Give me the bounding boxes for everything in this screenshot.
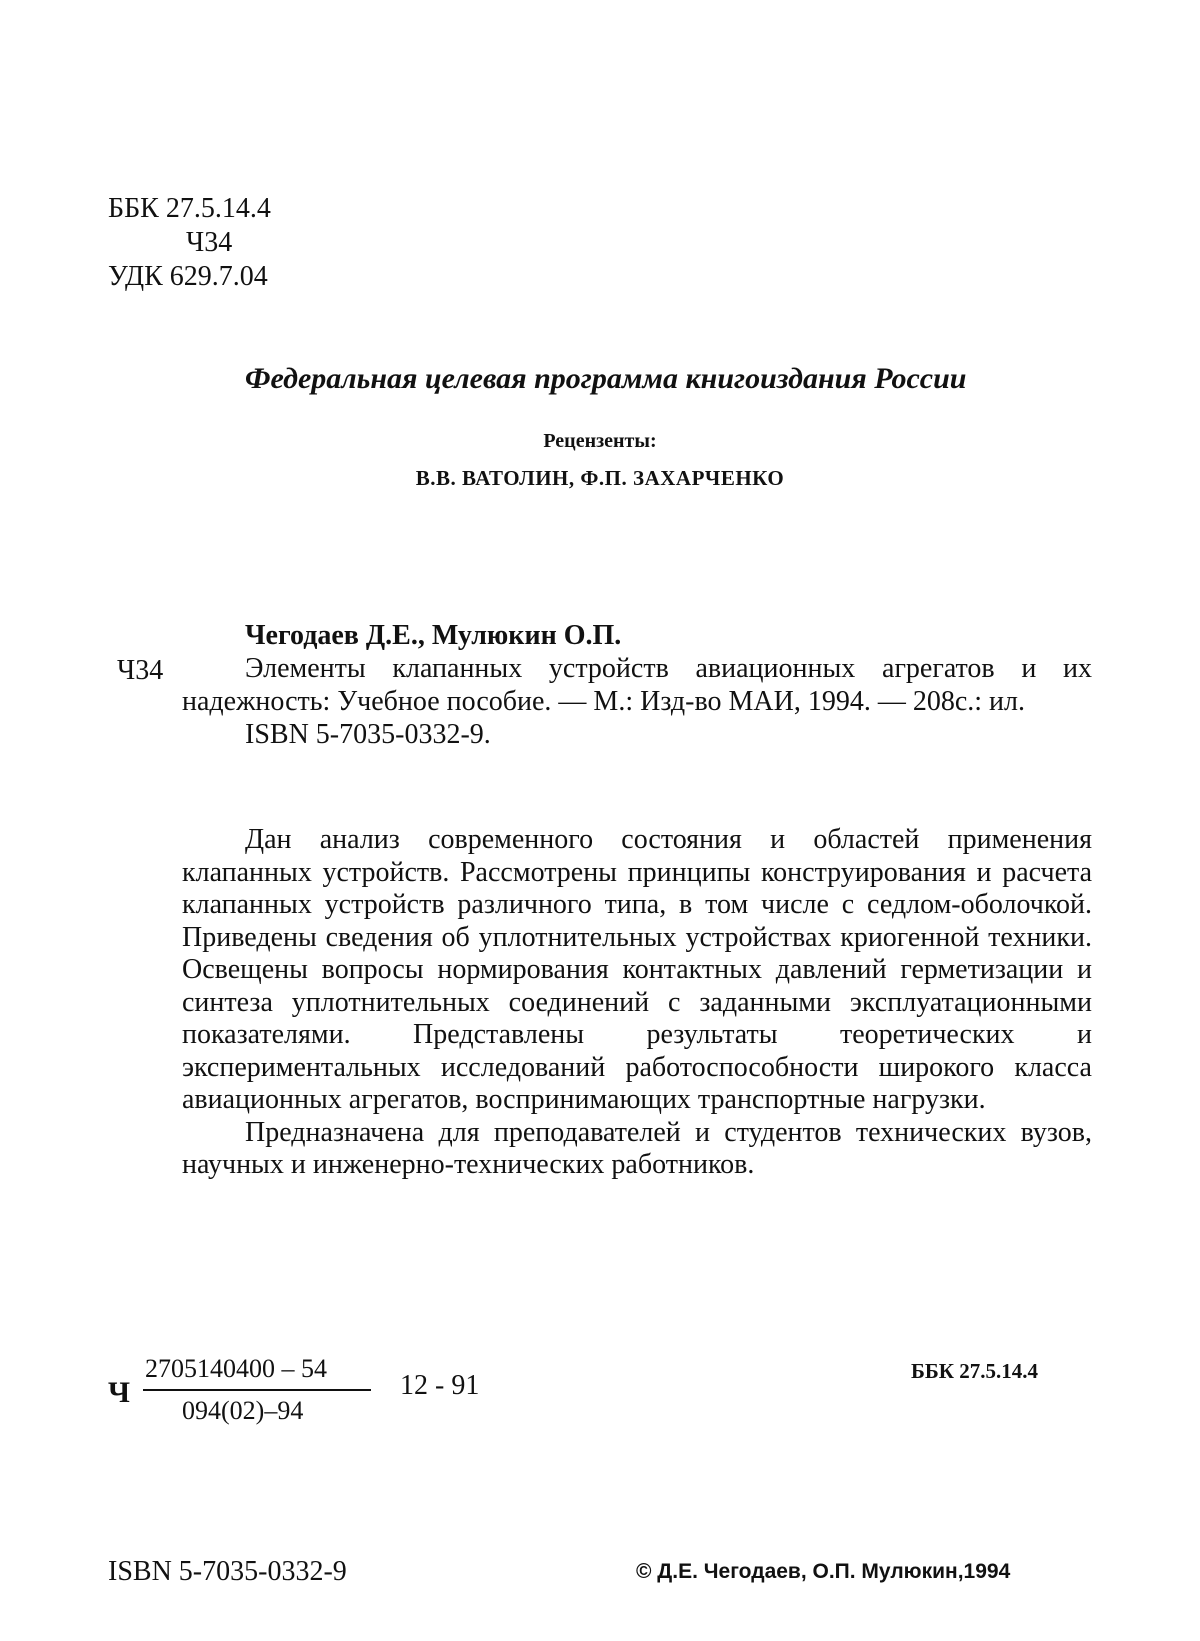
index-letter: Ч [108,1376,131,1409]
authors: Чегодаев Д.Е., Мулюкин О.П. [245,620,622,651]
index-suffix: 12 - 91 [400,1370,480,1401]
audience-paragraph: Предназначена для преподавателей и студентов технических вузов, научных и инженерно-технических работников. [182,1116,1092,1180]
copyright-notice: © Д.Е. Чегодаев, О.П. Мулюкин,1994 [636,1560,1011,1583]
abstract [182,824,1092,1182]
bbk-code-right: ББК 27.5.14.4 [911,1359,1038,1383]
isbn-bottom: ISBN 5-7035-0332-9 [108,1556,347,1587]
book-description: Элементы клапанных устройств авиационных агрегатов и их надежность: Учебное пособие. — М.: Изд-во МАИ, 1994. — 208с.: ил. [182,653,1092,717]
bbk-code: ББК 27.5.14.4 [108,193,271,224]
index-denominator: 094(02)–94 [182,1396,304,1425]
bibliographic-description [182,652,1092,751]
fraction-line [143,1389,371,1391]
reviewers-names: В.В. ВАТОЛИН, Ф.П. ЗАХАРЧЕНКО [415,466,785,490]
reviewers-label: Рецензенты: [543,430,657,452]
author-mark: Ч34 [186,227,233,258]
index-numerator: 2705140400 – 54 [145,1354,327,1383]
catalog-isbn: ISBN 5-7035-0332-9. [245,719,491,750]
udk-code: УДК 629.7.04 [108,261,268,292]
catalog-code: Ч34 [117,655,164,686]
program-title: Федеральная целевая программа книгоиздания России [245,362,967,395]
abstract-paragraph: Дан анализ современного состояния и областей применения клапанных устройств. Рассмотрены принципы конструирования и расчета клапанных устройств различного типа, в том числе с седлом-оболочкой. Приведены сведения об уплотнительных устройствах криогенной техники. Освещены вопросы нормирования контактных давлений герметизации и синтеза уплотнительных соединений с заданными эксплуатационными показателями. Представлены результаты теоретических и экспериментальных исследований работоспособности широкого класса авиационных агрегатов, воспринимающих транспортные нагрузки. [182,824,1092,1115]
